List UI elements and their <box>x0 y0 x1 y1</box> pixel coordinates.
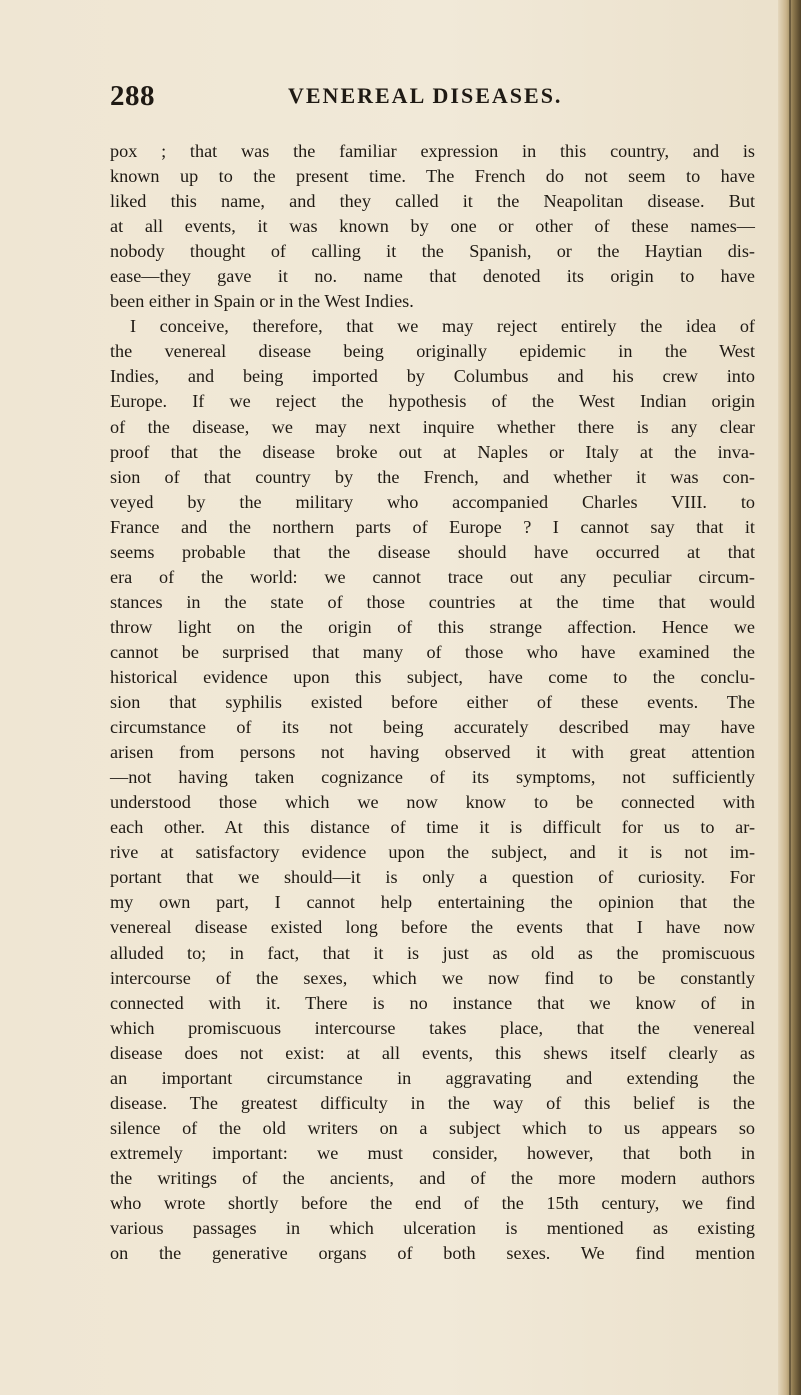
text-line: an important circumstance in aggravating and extending the <box>110 1067 755 1088</box>
text-line: veyed by the military who accompanied Charles VIII. to <box>110 491 755 512</box>
text-line: era of the world: we cannot trace out any peculiar circum- <box>110 566 755 587</box>
text-line-paragraph-end: been either in Spain or in the West Indies. <box>110 291 414 312</box>
text-line: venereal disease existed long before the events that I have now <box>110 917 755 938</box>
text-line: Indies, and being imported by Columbus and his crew into <box>110 366 755 387</box>
text-line: rive at satisfactory evidence upon the subject, and it is not im- <box>110 842 755 863</box>
text-line: at all events, it was known by one or other of these names— <box>110 216 755 237</box>
text-line: disease. The greatest difficulty in the way of this belief is the <box>110 1092 755 1113</box>
text-line: stances in the state of those countries at the time that would <box>110 591 755 612</box>
text-line: —not having taken cognizance of its symptoms, not sufficiently <box>110 767 755 788</box>
text-line: Europe. If we reject the hypothesis of the West Indian origin <box>110 391 755 412</box>
text-line: who wrote shortly before the end of the 15th century, we find <box>110 1192 755 1213</box>
text-line: liked this name, and they called it the Neapolitan disease. But <box>110 191 755 212</box>
running-head <box>110 80 770 116</box>
text-line: portant that we should—it is only a question of curiosity. For <box>110 867 755 888</box>
text-line: circumstance of its not being accurately described may have <box>110 717 755 738</box>
text-line: seems probable that the disease should have occurred at that <box>110 541 755 562</box>
text-line: France and the northern parts of Europe ? I cannot say that it <box>110 516 755 537</box>
text-line: historical evidence upon this subject, have come to the conclu- <box>110 666 755 687</box>
text-line: throw light on the origin of this strange affection. Hence we <box>110 616 755 637</box>
page-number: 288 <box>110 80 155 112</box>
text-line: on the generative organs of both sexes. We find mention <box>110 1243 755 1264</box>
text-line: connected with it. There is no instance that we know of in <box>110 992 755 1013</box>
page-edge-line <box>789 0 791 1395</box>
text-line: alluded to; in fact, that it is just as old as the promiscuous <box>110 942 755 963</box>
text-line: the writings of the ancients, and of the more modern authors <box>110 1167 755 1188</box>
text-line: sion of that country by the French, and whether it was con- <box>110 466 755 487</box>
text-line: sion that syphilis existed before either of these events. The <box>110 692 755 713</box>
text-line: my own part, I cannot help entertaining the opinion that the <box>110 892 755 913</box>
text-line: which promiscuous intercourse takes place, that the venereal <box>110 1017 755 1038</box>
text-line: ease—they gave it no. name that denoted its origin to have <box>110 266 755 287</box>
text-line: intercourse of the sexes, which we now find to be constantly <box>110 967 755 988</box>
running-title: VENEREAL DISEASES. <box>288 83 563 108</box>
body-text <box>110 139 755 1266</box>
text-line-paragraph-start: I conceive, therefore, that we may reject entirely the idea of <box>130 316 755 337</box>
text-line: various passages in which ulceration is mentioned as existing <box>110 1218 755 1239</box>
text-line: known up to the present time. The French do not seem to have <box>110 166 755 187</box>
text-line: nobody thought of calling it the Spanish, or the Haytian dis- <box>110 241 755 262</box>
text-line: cannot be surprised that many of those who have examined the <box>110 641 755 662</box>
text-line: each other. At this distance of time it is difficult for us to ar- <box>110 817 755 838</box>
text-line: silence of the old writers on a subject which to us appears so <box>110 1117 755 1138</box>
text-line: extremely important: we must consider, however, that both in <box>110 1142 755 1163</box>
text-line: arisen from persons not having observed it with great attention <box>110 742 755 763</box>
text-line: pox ; that was the familiar expression in this country, and is <box>110 141 755 161</box>
text-line: understood those which we now know to be connected with <box>110 792 755 813</box>
text-line: disease does not exist: at all events, this shews itself clearly as <box>110 1042 755 1063</box>
text-line: of the disease, we may next inquire whether there is any clear <box>110 416 755 437</box>
text-line: proof that the disease broke out at Naples or Italy at the inva- <box>110 441 755 462</box>
text-line: the venereal disease being originally epidemic in the West <box>110 341 755 362</box>
